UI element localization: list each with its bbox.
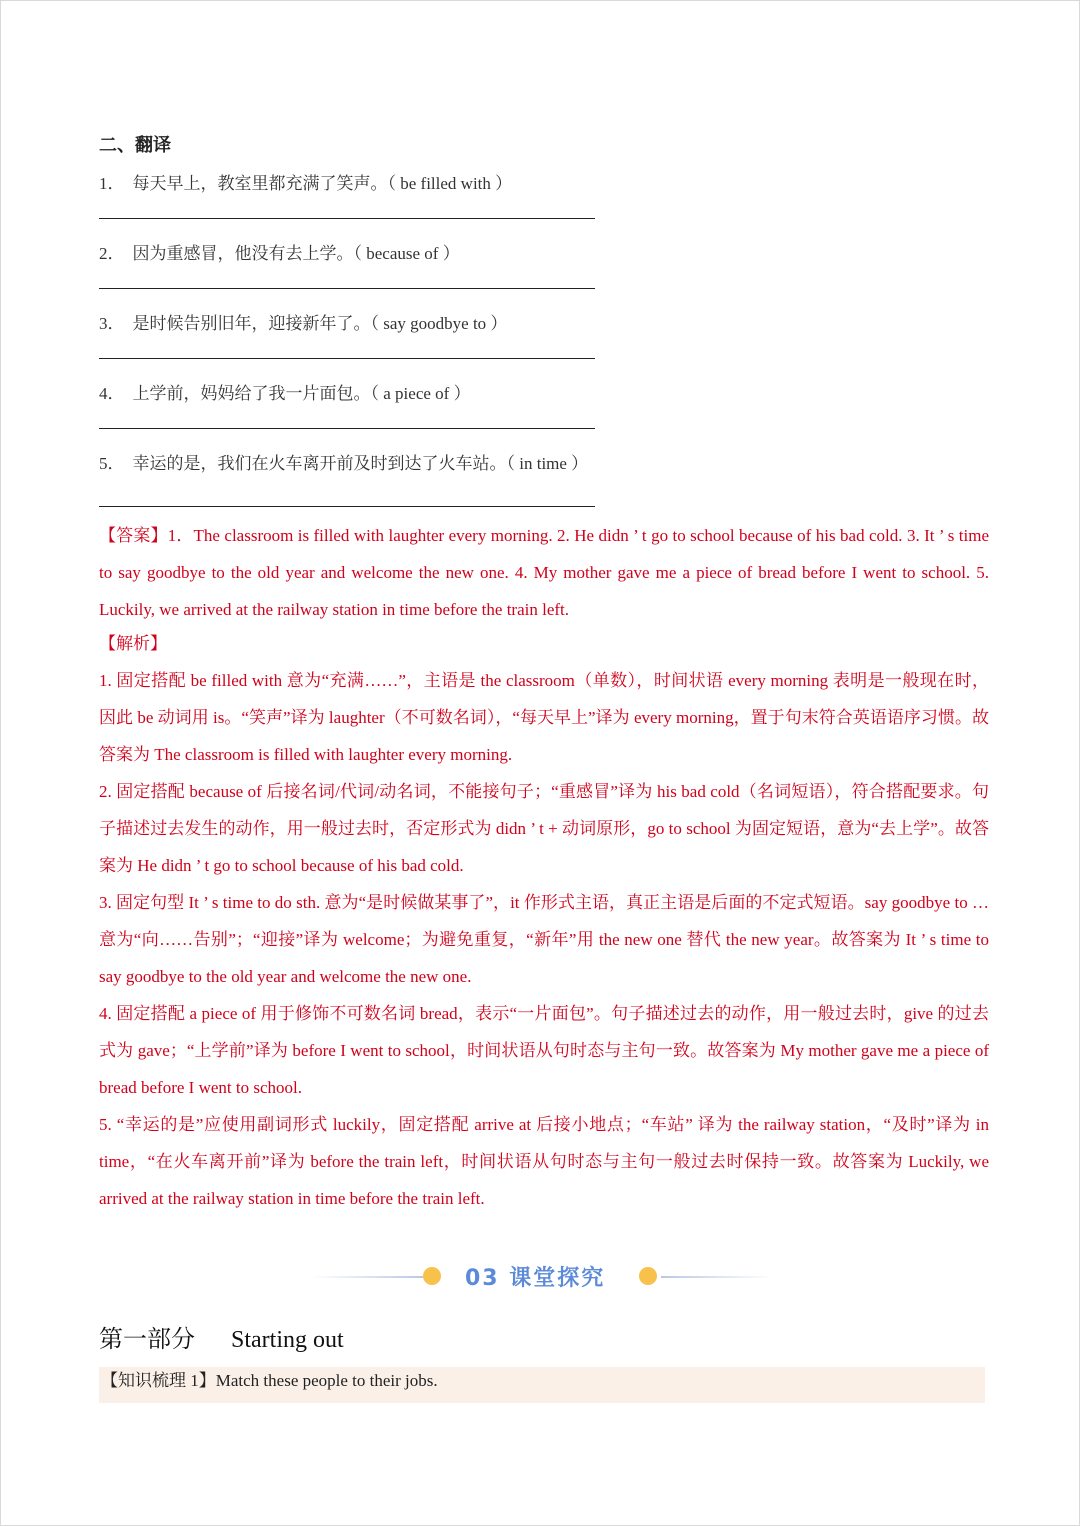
question-text: 因为重感冒，他没有去上学。（ because of ）: [132, 244, 460, 263]
answer-blank-3[interactable]: [99, 358, 595, 359]
banner-line-right: [661, 1276, 773, 1278]
question-text: 是时候告别旧年，迎接新年了。（ say goodbye to ）: [132, 314, 508, 333]
knowledge-label: 【知识梳理 1】: [101, 1371, 216, 1390]
analysis-item-2: 2. 固定搭配 because of 后接名词/代词/动名词，不能接句子；“重感冒”译为 his bad cold（名词短语），符合搭配要求。句子描述过去发生的动作，用一般过去时，否定形式为 didn ’ t + 动词原形，go to school 为固定短语，意为“去上学”。故答案为 He didn ’ t go to school because of his bad cold.: [99, 782, 989, 875]
question-number: 5．: [99, 454, 125, 473]
answer-blank-5[interactable]: [99, 506, 595, 507]
analysis-item-5: 5. “幸运的是”应使用副词形式 luckily，固定搭配 arrive at 后接小地点；“车站” 译为 the railway station，“及时”译为 in time，“在火车离开前”译为 before the train left，时间状语从句时态与主句一般过去时保持一致。故答案为 Luckily, we arrived at the railway station in time before the train left.: [99, 1115, 989, 1208]
analysis-label: 【解析】: [99, 634, 167, 653]
question-5: [99, 449, 588, 474]
question-number: 1．: [99, 174, 125, 193]
section-banner: [1, 1259, 1080, 1299]
analysis-block: [99, 625, 989, 1217]
answer-blank-1[interactable]: [99, 218, 595, 219]
part-title-en: Starting out: [231, 1327, 344, 1353]
answer-label: 【答案】: [99, 526, 168, 545]
knowledge-text: Match these people to their jobs.: [215, 1371, 438, 1390]
banner-dot-right-icon: [639, 1267, 657, 1285]
answer-blank-4[interactable]: [99, 428, 595, 429]
banner-dot-left-icon: [423, 1267, 441, 1285]
answer-block: [99, 517, 989, 628]
banner-line-left: [311, 1276, 423, 1278]
question-3: [99, 309, 507, 334]
banner-title: 03 课堂探究: [465, 1266, 606, 1291]
question-text: 每天早上，教室里都充满了笑声。（ be filled with ）: [132, 174, 513, 193]
analysis-item-1: 1. 固定搭配 be filled with 意为“充满……”，主语是 the classroom（单数），时间状语 every morning 表明是一般现在时，因此 be 动词用 is。“笑声”译为 laughter（不可数名词），“每天早上”译为 every morning，置于句末符合英语语序习惯。故答案为 The classroom is filled with laughter every morning.: [99, 671, 989, 764]
question-2: [99, 239, 460, 264]
question-number: 4．: [99, 384, 125, 403]
part-title: [99, 1319, 344, 1354]
answer-blank-2[interactable]: [99, 288, 595, 289]
question-number: 3．: [99, 314, 125, 333]
question-4: [99, 379, 471, 404]
knowledge-box: [99, 1367, 985, 1403]
analysis-item-4: 4. 固定搭配 a piece of 用于修饰不可数名词 bread，表示“一片面包”。句子描述过去的动作，用一般过去时，give 的过去式为 gave；“上学前”译为 before I went to school，时间状语从句时态与主句一致。故答案为 My mother gave me a piece of bread before I went to school.: [99, 1004, 989, 1097]
question-text: 幸运的是，我们在火车离开前及时到达了火车站。（ in time ）: [132, 454, 589, 473]
question-1: [99, 169, 512, 194]
section-title: 二、翻译: [99, 135, 171, 155]
analysis-item-3: 3. 固定句型 It ’ s time to do sth. 意为“是时候做某事了”，it 作形式主语，真正主语是后面的不定式短语。say goodbye to … 意为“向……告别”；“迎接”译为 welcome；为避免重复，“新年”用 the new one 替代 the new year。故答案为 It ’ s time to say goodbye to the old year and welcome the new one.: [99, 893, 989, 986]
question-number: 2．: [99, 244, 125, 263]
part-title-cn: 第一部分: [99, 1327, 195, 1353]
question-text: 上学前，妈妈给了我一片面包。（ a piece of ）: [132, 384, 471, 403]
answer-text: 1．The classroom is filled with laughter every morning. 2. He didn ’ t go to school because of his bad cold. 3. It ’ s time to say goodbye to the old year and welcome the new one. 4. My mother gave me a piece of bread before I went to school. 5. Luckily, we arrived at the railway station in time before the train left.: [99, 526, 990, 619]
